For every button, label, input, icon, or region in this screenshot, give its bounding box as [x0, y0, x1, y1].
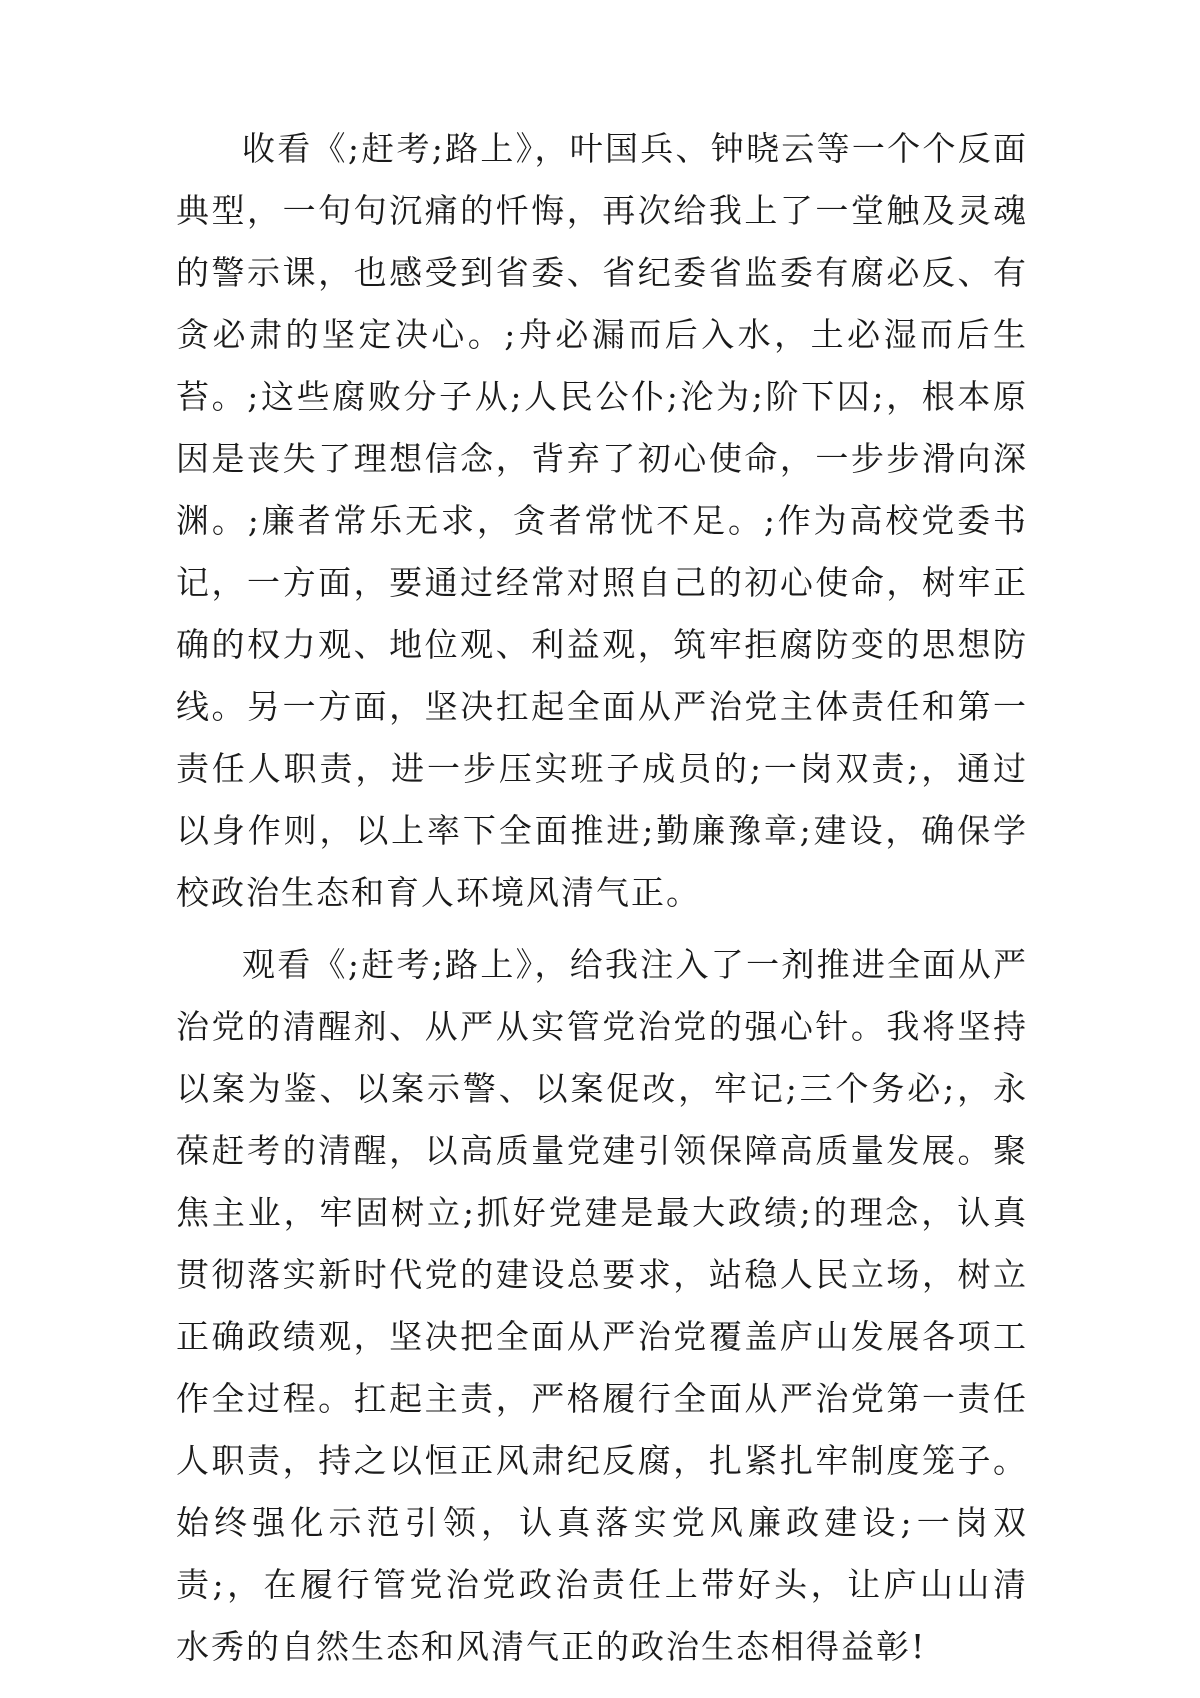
paragraph-2: 观看《;赶考;路上》，给我注入了一剂推进全面从严治党的清醒剂、从严从实管党治党的强心针。我将坚持以案为鉴、以案示警、以案促改，牢记;三个务必;，永葆赶考的清醒，以高质量党建引领保障高质量发展。聚焦主业，牢固树立;抓好党建是最大政绩;的理念，认真贯彻落实新时代党的建设总要求，站稳人民立场，树立正确政绩观，坚决把全面从严治党覆盖庐山发展各项工作全过程。扛起主责，严格履行全面从严治党第一责任人职责，持之以恒正风肃纪反腐，扎紧扎牢制度笼子。始终强化示范引领，认真落实党风廉政建设;一岗双责;，在履行管党治党政治责任上带好头，让庐山山清水秀的自然生态和风清气正的政治生态相得益彰! [176, 945, 1028, 1666]
paragraph-1: 收看《;赶考;路上》，叶国兵、钟晓云等一个个反面典型，一句句沉痛的忏悔，再次给我上了一堂触及灵魂的警示课，也感受到省委、省纪委省监委有腐必反、有贪必肃的坚定决心。;舟必漏而后入水，土必湿而后生苔。;这些腐败分子从;人民公仆;沦为;阶下囚;，根本原因是丧失了理想信念，背弃了初心使命，一步步滑向深渊。;廉者常乐无求，贪者常忧不足。;作为高校党委书记，一方面，要通过经常对照自己的初心使命，树牢正确的权力观、地位观、利益观，筑牢拒腐防变的思想防线。另一方面，坚决扛起全面从严治党主体责任和第一责任人职责，进一步压实班子成员的;一岗双责;，通过以身作则，以上率下全面推进;勤廉豫章;建设，确保学校政治生态和育人环境风清气正。 [176, 129, 1028, 912]
document-body [176, 118, 1028, 1688]
